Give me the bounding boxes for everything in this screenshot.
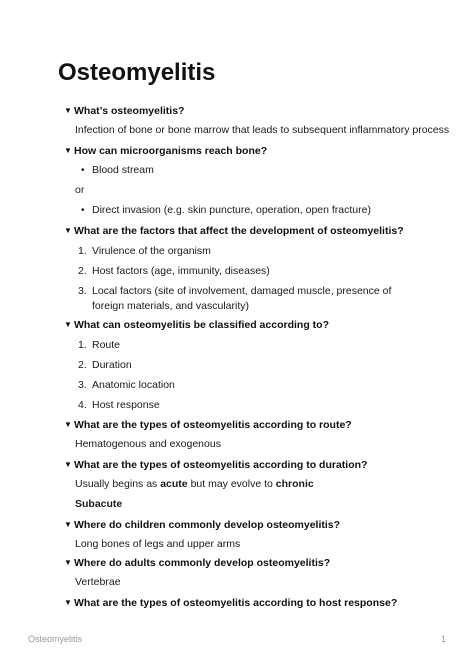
- question-text: What can osteomyelitis be classified according to?: [74, 319, 329, 331]
- page-title: Osteomyelitis: [58, 59, 216, 86]
- toggle-classification[interactable]: [64, 318, 329, 332]
- list-item-text: Anatomic location: [92, 379, 175, 391]
- toggle-triangle-icon: ▼: [64, 146, 72, 155]
- list-number: 3.: [78, 285, 87, 297]
- question-text: What are the types of osteomyelitis according to route?: [74, 419, 352, 431]
- list-item-text: Host response: [92, 399, 160, 411]
- list-item: [78, 163, 418, 178]
- question-text: Where do children commonly develop osteomyelitis?: [74, 519, 341, 531]
- list-number: 4.: [78, 399, 87, 411]
- list-number: 2.: [78, 265, 87, 277]
- answer-bold-acute: acute: [160, 478, 188, 490]
- list-number: 2.: [78, 359, 87, 371]
- list-item-text: Route: [92, 339, 121, 351]
- answer-text: Vertebrae: [75, 576, 121, 588]
- question-text: What are the types of osteomyelitis according to host response?: [74, 597, 398, 609]
- list-number: 1.: [78, 245, 87, 257]
- question-text: Where do adults commonly develop osteomyelitis?: [74, 557, 331, 569]
- toggle-factors-development[interactable]: [64, 224, 404, 238]
- toggle-triangle-icon: ▼: [64, 520, 72, 529]
- list-item-text: Host factors (age, immunity, diseases): [92, 265, 270, 277]
- question-text: What are the types of osteomyelitis according to duration?: [74, 459, 368, 471]
- answer-text: Infection of bone or bone marrow that leads to subsequent inflammatory process: [75, 124, 450, 136]
- page-number: 1: [441, 634, 447, 644]
- list-item: [78, 284, 408, 314]
- toggle-triangle-icon: ▼: [64, 598, 72, 607]
- toggle-triangle-icon: ▼: [64, 226, 72, 235]
- toggle-adult-sites[interactable]: [64, 556, 330, 570]
- list-item: [78, 398, 418, 413]
- answer-text-part: Usually begins as: [75, 478, 161, 490]
- list-item: [78, 338, 418, 353]
- list-item-text: Direct invasion (e.g. skin puncture, operation, open fracture): [92, 204, 371, 216]
- toggle-triangle-icon: ▼: [64, 320, 72, 329]
- toggle-triangle-icon: ▼: [64, 460, 72, 469]
- question-text: How can microorganisms reach bone?: [74, 145, 268, 157]
- list-item-text: Duration: [92, 359, 132, 371]
- question-text: What’s osteomyelitis?: [74, 105, 185, 117]
- footer-title: Osteomyelitis: [28, 634, 83, 644]
- answer-text-part: but may evolve to: [187, 478, 276, 490]
- toggle-types-by-host-response[interactable]: [64, 596, 397, 610]
- list-number: 3.: [78, 379, 87, 391]
- bullet-icon: •: [81, 205, 85, 216]
- list-item: [78, 378, 418, 393]
- answer-bold-chronic: chronic: [275, 478, 314, 490]
- answer-text: Hematogenous and exogenous: [75, 438, 221, 450]
- toggle-how-reach-bone[interactable]: [64, 144, 267, 158]
- question-text: What are the factors that affect the development of osteomyelitis?: [74, 225, 404, 237]
- toggle-types-by-duration[interactable]: [64, 458, 367, 472]
- list-item-text: Virulence of the organism: [92, 245, 211, 257]
- answer-bold-subacute: Subacute: [75, 498, 123, 510]
- list-item: [78, 203, 418, 218]
- bullet-icon: •: [81, 165, 85, 176]
- or-text: or: [75, 184, 85, 196]
- answer-text: [75, 477, 314, 491]
- list-number: 1.: [78, 339, 87, 351]
- list-item: [78, 358, 418, 373]
- list-item: [78, 244, 418, 259]
- list-item: [78, 264, 418, 279]
- toggle-whats-osteomyelitis[interactable]: [64, 104, 184, 118]
- toggle-triangle-icon: ▼: [64, 558, 72, 567]
- list-item-text: Blood stream: [92, 164, 154, 176]
- toggle-triangle-icon: ▼: [64, 420, 72, 429]
- toggle-children-sites[interactable]: [64, 518, 340, 532]
- toggle-types-by-route[interactable]: [64, 418, 352, 432]
- answer-text: Long bones of legs and upper arms: [75, 538, 241, 550]
- toggle-triangle-icon: ▼: [64, 106, 72, 115]
- list-item-text: Local factors (site of involvement, damaged muscle, presence of foreign materials, and vascularity): [92, 285, 392, 312]
